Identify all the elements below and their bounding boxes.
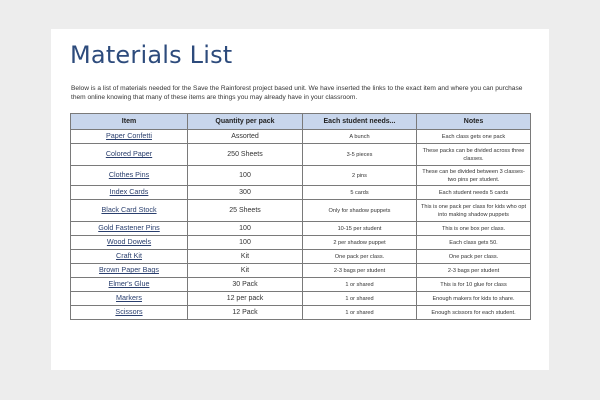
quantity-cell: 300 [188,186,303,200]
item-link[interactable]: Colored Paper [105,149,153,158]
item-link[interactable]: Wood Dowels [106,237,152,246]
notes-cell: This is one pack per class for kids who opt into making shadow puppets [417,200,531,222]
quantity-cell: 12 per pack [188,292,303,306]
needs-cell: 2-3 bags per student [303,264,417,278]
table-row [71,306,531,320]
table-row [71,292,531,306]
notes-cell: These can be divided between 3 classes- two pins per student. [417,166,531,186]
table-row [71,236,531,250]
item-cell [71,278,188,292]
item-link[interactable]: Markers [116,293,142,302]
item-cell [71,186,188,200]
quantity-cell: 30 Pack [188,278,303,292]
item-cell [71,292,188,306]
item-cell [71,144,188,166]
notes-cell: 2-3 bags per student [417,264,531,278]
page-title: Materials List [70,41,233,69]
needs-cell: One pack per class. [303,250,417,264]
quantity-cell: 25 Sheets [188,200,303,222]
quantity-cell: Kit [188,264,303,278]
item-cell [71,236,188,250]
quantity-cell: Assorted [188,130,303,144]
notes-cell: Each class gets 50. [417,236,531,250]
notes-cell: These packs can be divided across three classes. [417,144,531,166]
quantity-cell: 100 [188,222,303,236]
quantity-cell: 100 [188,236,303,250]
item-link[interactable]: Gold Fastener Pins [98,223,160,232]
needs-cell: A bunch [303,130,417,144]
notes-cell: This is for 10 glue for class [417,278,531,292]
item-link[interactable]: Elmer's Glue [108,279,150,288]
table-row [71,166,531,186]
item-link[interactable]: Paper Confetti [106,131,152,140]
item-cell [71,250,188,264]
quantity-cell: 100 [188,166,303,186]
needs-cell: Only for shadow puppets [303,200,417,222]
document-page [51,29,549,370]
needs-cell: 1 or shared [303,292,417,306]
item-cell [71,306,188,320]
table-row [71,222,531,236]
table-header-row [71,114,531,130]
table-row [71,144,531,166]
needs-cell: 5 cards [303,186,417,200]
notes-cell: Enough scissors for each student. [417,306,531,320]
item-link[interactable]: Scissors [115,307,143,316]
table-row [71,250,531,264]
needs-cell: 2 pins [303,166,417,186]
item-link[interactable]: Index Cards [109,187,149,196]
needs-cell: 1 or shared [303,306,417,320]
item-cell [71,130,188,144]
item-cell [71,200,188,222]
table-row [71,186,531,200]
needs-cell: 10-15 per student [303,222,417,236]
needs-cell: 3-5 pieces [303,144,417,166]
quantity-cell: 12 Pack [188,306,303,320]
notes-cell: One pack per class. [417,250,531,264]
item-link[interactable]: Brown Paper Bags [99,265,159,274]
quantity-cell: Kit [188,250,303,264]
item-cell [71,222,188,236]
header-notes: Notes [417,114,531,130]
table-row [71,130,531,144]
notes-cell: This is one box per class. [417,222,531,236]
item-link[interactable]: Clothes Pins [108,170,150,179]
needs-cell: 1 or shared [303,278,417,292]
materials-table [70,113,531,320]
needs-cell: 2 per shadow puppet [303,236,417,250]
table-row [71,278,531,292]
item-cell [71,166,188,186]
table-row [71,200,531,222]
header-student-needs: Each student needs... [303,114,417,130]
item-link[interactable]: Black Card Stock [101,205,157,214]
notes-cell: Enough makers for kids to share. [417,292,531,306]
quantity-cell: 250 Sheets [188,144,303,166]
header-item: Item [71,114,188,130]
item-cell [71,264,188,278]
table-row [71,264,531,278]
header-quantity: Quantity per pack [188,114,303,130]
intro-paragraph: Below is a list of materials needed for the Save the Rainforest project based unit. We have inserted the links to the exact item and where you can purchase them online knowing that many of these items are things you may already have in your classroom. [71,85,523,101]
notes-cell: Each class gets one pack [417,130,531,144]
item-link[interactable]: Craft Kit [116,251,142,260]
notes-cell: Each student needs 5 cards [417,186,531,200]
